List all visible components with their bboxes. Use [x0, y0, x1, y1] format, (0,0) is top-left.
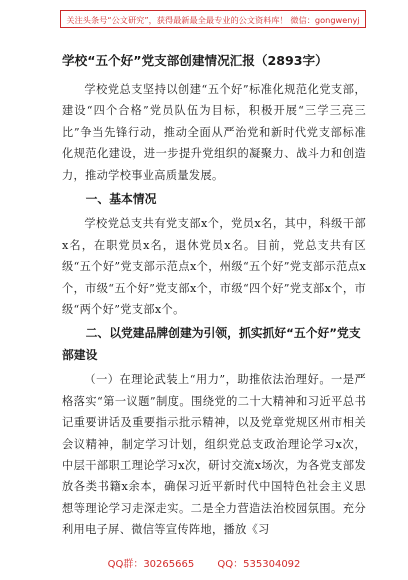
theory-paragraph: （一）在理论武装上“用力”，助推依法治理好。一是严格落实“第一议题”制度。围绕党的二十大精神和习近平总书记重要讲话及重要指示批示精神，以及党章党规区州市相关会议精神，制定学习计划，组织党总支政治理论学习x次，中层干部职工理论学习x次，研讨交流x场次，为各党支部发放各类书籍x余本，确保习近平新时代中国特色社会主义思想等理论学习走深走实。二是全力营造法治校园氛围。充分利用电子屏、微信等宣传阵地，播放《习 — [62, 373, 366, 537]
promo-banner: 关注头条号“公文研究”，获得最新最全最专业的公文资料库！ 微信：gongwenyj — [60, 10, 366, 28]
basic-info-paragraph: 学校党总支共有党支部x个，党员x名，其中，科级干部x名，在职党员x名，退休党员x名。目前，党总支共有区级“五个好”党支部示范点x个，州级“五个好”党支部示范点x个，市级“五个好”党支部x个，市级“四个好”党支部x个，市级“两个好”党支部x个。 — [62, 217, 366, 317]
footer-qq-group: QQ群：30265665 — [107, 559, 195, 570]
footer-contact — [0, 555, 408, 570]
footer-qq: QQ：535304092 — [217, 559, 301, 570]
page-title: 学校“五个好”党支部创建情况汇报（2893字） — [62, 53, 328, 68]
section-heading-brand: 二、以党建品牌创建为引领，抓实抓好“五个好”党支部建设 — [62, 326, 361, 362]
document-body — [62, 50, 366, 541]
section-heading-basic: 一、基本情况 — [85, 192, 157, 207]
intro-paragraph: 学校党总支坚持以创建“五个好”标准化规范化党支部，建设“四个合格”党员队伍为目标，积极开展“三学三亮三比”争当先锋行动，推动全面从严治党和新时代党支部标准化规范化建设，进一步提升党组织的凝聚力、战斗力和创造力，推动学校事业高质量发展。 — [62, 83, 366, 182]
